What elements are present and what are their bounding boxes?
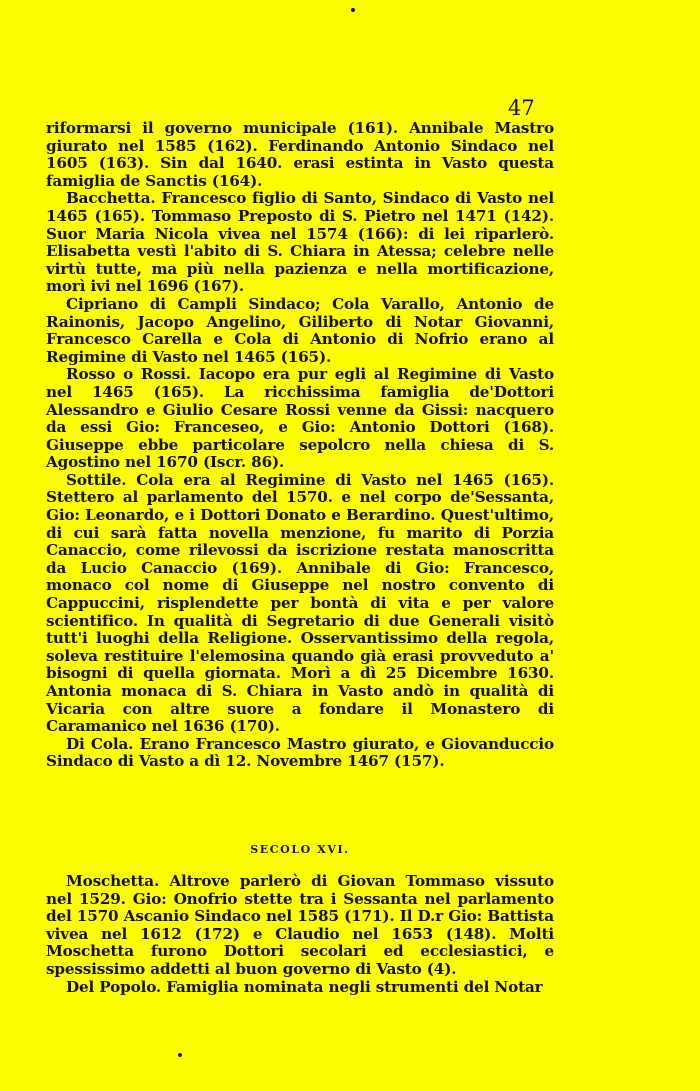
- paragraph: Bacchetta. Francesco figlio di Santo, Sindaco di Vasto nel 1465 (165). Tommaso Preposto di S. Pietro nel 1471 (142). Suor Maria Nicola vivea nel 1574 (166): di lei riparlerò. Elisabetta vestì l'abito di S. Chiara in Atessa; celebre nelle virtù tutte, ma più nella pazienza e nella mortificazione, morì ivi nel 1696 (167).: [46, 189, 554, 296]
- text-block-bottom: [46, 873, 554, 996]
- text-block-top: [46, 120, 554, 771]
- paragraph: riformarsi il governo municipale (161). Annibale Mastro giurato nel 1585 (162). Ferdinando Antonio Sindaco nel 1605 (163). Sin dal 1640. erasi estinta in Vasto questa famiglia de Sanctis (164).: [46, 119, 554, 190]
- paragraph: Moschetta. Altrove parlerò di Giovan Tommaso vissuto nel 1529. Gio: Onofrio stette tra i Sessanta nel parlamento del 1570 Ascanio Sindaco nel 1585 (171). Il D.r Gio: Battista vivea nel 1612 (172) e Claudio nel 1653 (148). Molti Moschetta furono Dottori secolari ed ecclesiastici, e spessissimo addetti al buon governo di Vasto (4).: [46, 872, 554, 978]
- page-number: 47: [508, 96, 535, 120]
- paragraph: Cipriano di Campli Sindaco; Cola Varallo, Antonio de Rainonis, Jacopo Angelino, Giliberto di Notar Giovanni, Francesco Carella e Cola di Antonio di Nofrio erano al Regimine di Vasto nel 1465 (165).: [46, 294, 554, 366]
- paragraph: Di Cola. Erano Francesco Mastro giurato, e Giovanduccio Sindaco di Vasto a dì 12. Novembre 1467 (157).: [46, 734, 554, 771]
- paragraph: Rosso o Rossi. Iacopo era pur egli al Regimine di Vasto nel 1465 (165). La ricchissima famiglia de'Dottori Alessandro e Giulio Cesare Rossi venne da Gissi: nacquero da essi Gio: Franceseo, e Gio: Antonio Dottori (168). Giuseppe ebbe particolare sepolcro nella chiesa di S. Agostino nel 1670 (Iscr. 86).: [46, 365, 554, 472]
- ink-speck: [178, 1053, 182, 1057]
- paragraph: Sottile. Cola era al Regimine di Vasto nel 1465 (165). Stettero al parlamento del 1570. e nel corpo de'Sessanta, Gio: Leonardo, e i Dottori Donato e Berardino. Quest'ultimo, di cui sarà fatta novella menzione, fu marito di Porzia Canaccio, come rilevossi da iscrizione restata manoscritta da Lucio Canaccio (169). Annibale di Gio: Francesco, monaco col nome di Giuseppe nel nostro convento di Cappuccini, risplendette per bontà di vita e per valore scientifico. In qualità di Segretario di due Generali visitò tutt'i luoghi della Religione. Osservantissimo della regola, soleva restituire l'elemosina quando già erasi provveduto a' bisogni di quella giornata. Morì a dì 25 Dicembre 1630. Antonia monaca di S. Chiara in Vasto andò in qualità di Vicaria con altre suore a fondare il Monastero di Caramanico nel 1636 (170).: [46, 470, 554, 736]
- section-title: SECOLO XVI.: [250, 843, 350, 856]
- ink-speck: [351, 8, 355, 12]
- paragraph: Del Popolo. Famiglia nominata negli strumenti del Notar: [66, 977, 543, 996]
